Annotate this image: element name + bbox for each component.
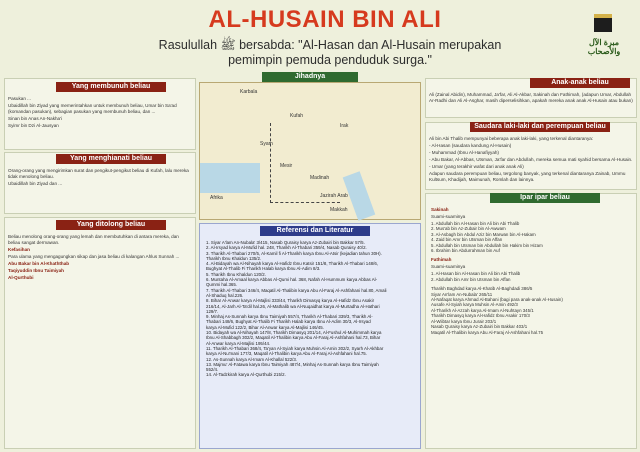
fathimah-sub: Suami-suaminya bbox=[431, 264, 466, 270]
reference-item: 14. Al-Tadzkirah karya Al-Qurthubi 215/2. bbox=[206, 372, 286, 378]
reference-item: Thabari 148/6, Bughyat Al-Thalib Fi Tharikh Halab karya Ibnu Al-Adim 30/3, Al-Irsyad bbox=[206, 319, 371, 325]
reference-item: 6. Muntaha Al-Amaal karya Abbas Al-Qumi hal. 368, Nafah Al-Hummum karya Abbas Al- bbox=[206, 277, 378, 283]
reference-item: 5. Tharikh Ibnu Khaldun 120/2. bbox=[206, 271, 266, 277]
logo-text: مبرة الآل والأصحاب bbox=[587, 38, 621, 56]
note-label: Kefasihan bbox=[8, 247, 30, 252]
reference-item: Qummi hal.365. bbox=[206, 282, 237, 288]
reference-item: 552/4. bbox=[206, 367, 219, 373]
spouse-item: 2. Abdullah bin Amr bin Utsman bin Affan bbox=[431, 276, 511, 282]
kaaba-icon bbox=[594, 14, 612, 32]
reference-item: 216/14, Al-Jarh Al-Ta'dil hal.26, Al-Mathalib wa Al-Nuqaidhat karya Al-Murtadha Al-Hathari bbox=[206, 303, 380, 309]
reference-item: 9. Minhaj As-Sunnah karya Ibnu Taimiyah 557/4, Tharikh Al-Thabari 339/3, Tharikh Al- bbox=[206, 314, 373, 320]
killers-header: Yang membunuh beliau bbox=[56, 82, 166, 92]
reference-item: 4. Al-Bidayah wa Al-Nihayah karya Al-Hafidz Ibnu Katsir 151/8, Tharikh Al-Thabari 148/6, bbox=[206, 261, 378, 267]
helped-text: Beliau menolong orang-orang yang lemah dan membutuhkan di antara mereka, dan beliau sangat dermawan. bbox=[8, 234, 179, 245]
map-label-karbala: Karbala bbox=[240, 89, 258, 95]
in-laws-ref-item: Ausafe Al-Syiah karya Muhsin Al-Amin 492/3 bbox=[431, 302, 518, 308]
sibling-item: - Muhammad (Ibnu Al-Hanafiyyah) bbox=[429, 150, 499, 155]
reference-item: karya Al-Nu'mani 177/3, Maqatil Al-Thalibin karya Abu Al-Faraj Al-Ashfahani hal.75. bbox=[206, 351, 367, 357]
reference-item: Ibnu Al-Shabbagh 302/2, Maqatil Al-Thalibin karya Abu Al-Faraj Al-Ashfahani hal.73, Bihar bbox=[206, 335, 381, 341]
siblings-text: Ali bin Abi Thalib mempunyai beberapa anak laki-laki, yang terkenal diantaranya: bbox=[429, 136, 594, 141]
map-header: Jihadnya bbox=[262, 72, 358, 82]
fathimah-label: Fathimah bbox=[431, 257, 452, 263]
in-laws-ref-item: Siyar An'lam An-Nubala' 265/11 bbox=[431, 291, 493, 297]
map-label-irak: Irak bbox=[340, 123, 349, 129]
map-label-syam: Syam bbox=[260, 141, 273, 147]
betrayers-header: Yang menghianati beliau bbox=[56, 154, 166, 164]
in-laws-ref-item: Tharikh Dimasyq karya Al-Hafidz Ibnu Asakir 170/3 bbox=[431, 313, 530, 319]
in-laws-ref-item: Al-Nafaqat karya Ahmad Al-Bahani (bagi para anak-anak Al-Husain) bbox=[431, 297, 563, 303]
map-label-madinah: Madinah bbox=[310, 175, 330, 181]
in-laws-ref-item: Maqatil Al-Thalibin karya Abu Al-Faraj Al-Ashfahani hal.75 bbox=[431, 329, 544, 335]
map-label-afrika: Afrika bbox=[210, 195, 223, 201]
sakinah-box bbox=[431, 207, 631, 335]
references-list bbox=[206, 240, 418, 378]
spouse-item: 1. Abdullah bin Al-Hasan bin Ali bin Abi Thalib bbox=[431, 221, 520, 226]
helped-header: Yang ditolong beliau bbox=[56, 220, 166, 230]
reference-item: 13. Majmu' Al-Fatawa karya Ibnu Taimiyah 487/4, Minhaj As-Sunnah karya Ibnu Taimiyah bbox=[206, 361, 379, 367]
scholar-label-3: Al-Qurthubi bbox=[8, 275, 34, 280]
hadith-line-1: Rasulullah ﷺ bersabda: "Al-Hasan dan Al-Husain merupakan bbox=[158, 38, 502, 52]
in-laws-ref-item: Nasab Quraisy karya Az-Zubairi bin Bakkar 403/1 bbox=[431, 324, 528, 330]
reference-item: 11. Tharikh Al-Thabari 368/4, Ta'yan Al-Syiah karya Muhsin Al-Amin 302/2, Syarh Al-Akhbar bbox=[206, 345, 384, 351]
reference-item: Tharikh Ibnu Khaldun 135/2. bbox=[206, 255, 262, 261]
reference-item: Al-Anwar karya Al-Majlisi 195/44. bbox=[206, 340, 271, 346]
map bbox=[199, 82, 421, 220]
in-laws-ref-item: Tharikh Baghdad karya Al-Khatib Al-Baghdadi 386/5 bbox=[431, 286, 533, 292]
hadith-quote bbox=[110, 38, 550, 68]
children-text: Ali (Zainal Abidin), Muhammad, Ja'far, Ali Al-Akbar, Sakinah dan Fathimah, (adapun Umar, Abdullah Ar-Radhi dan Ali Al-Asghar, masih diperselisihkan, apakah mereka anak anak Al-Husain atau bukan) bbox=[429, 92, 633, 103]
sakinah-list bbox=[431, 221, 631, 253]
helped-body bbox=[8, 234, 192, 282]
scholar-label-2: Taqiyuddin Ibnu Taimiyah bbox=[8, 268, 64, 273]
spouse-item: 6. Ibrahim bin Abdurrahman bin Auf bbox=[431, 248, 500, 254]
map-label-jazirah: Jazirah Arab bbox=[320, 193, 348, 199]
references-header: Referensi dan Literatur bbox=[260, 226, 370, 236]
betrayers-text-2: Ubaidillah bin Ziyad dan ... bbox=[8, 181, 63, 186]
siblings-body bbox=[429, 136, 633, 184]
killers-text-2: Ubaidillah bin Ziyad yang memerintahkan untuk membunuh beliau, Umar bin Sa'ad (komandan pasukan), sebagian pasukan yang membunuh beliau, dan ... bbox=[8, 103, 177, 114]
reference-item: 1. Siyar A'lam An-Nubala' 3/415, Nasab Quraisy karya Az-Zubairi bin Bakkar 57/5. bbox=[206, 240, 365, 245]
in-laws-ref-item: Al-Tharikh Al-Azzah karya Al-Imam Al-Nuhtayn 345/1 bbox=[431, 307, 534, 313]
spouse-item: 2. Mus'ab bin Az-Zubair bin Al-Awwam bbox=[431, 226, 506, 232]
reference-item: 129/7. bbox=[206, 308, 219, 314]
reference-item: 2. Al-Irsyad karya Al-Mufid hal. 248, Tharikh Al-Thabari 359/4, Nasab Quraisy 40/2. bbox=[206, 245, 367, 251]
sibling-item: - Al-Hasan (saudara kandung Al-Husain) bbox=[429, 143, 512, 148]
sakinah-label: Sakinah bbox=[431, 207, 449, 212]
map-label-mesir: Mesir bbox=[280, 163, 293, 169]
killers-text-1: Pasukan ... bbox=[8, 96, 31, 101]
sibling-item: - Umar (yang terakhir wafat dari anak anak Ali) bbox=[429, 164, 524, 169]
spouse-item: 5. Abdullah bin Utsman bin Abdullah bin Hakim bin Hizam bbox=[431, 242, 543, 248]
spouse-item: 4. Zaid bin Amr bin Utsman bin Affan bbox=[431, 237, 503, 243]
betrayers-body bbox=[8, 168, 192, 188]
references-box bbox=[199, 223, 421, 449]
siblings-text-2: Adapun saudara perempuan beliau, tergolong banyak, yang terkenal diantaranya Zainab, Ummu Kultsum, Khadijah, Maimunah, Romlah dan lainnya. bbox=[429, 171, 626, 182]
map-label-kufah: Kufah bbox=[290, 113, 304, 119]
reference-item: karya Al-Mufid 122/2, Bihar Al-Anwar karya Al-Majlisi 146/45. bbox=[206, 324, 324, 330]
reference-item: 12. As-Sunnah karya Al-Imam Al-Khallal 522/3. bbox=[206, 356, 298, 362]
logo bbox=[574, 14, 634, 58]
reference-item: 3. Tharikh Al-Thabari 270/5, Al-Kamil fi Al-Tharikh karya Ibnu Al-Atsir (kejadian tahun 30H). bbox=[206, 250, 382, 256]
children-header: Anak-anak beliau bbox=[530, 78, 630, 88]
hadith-line-2: pemimpin pemuda penduduk surga." bbox=[228, 53, 432, 67]
mediterranean-sea bbox=[200, 163, 260, 193]
killers-text-3: Sinan bin Anas An-Nakha'i bbox=[8, 116, 62, 121]
sibling-item: - Abu Bakar, Al-Abbas, Utsman, Ja'far dan Abdullah, mereka semua mati syahid bersama Al-Husain. bbox=[429, 157, 633, 162]
reference-item: Bughyat Al-Thalib Fi Tharikh Halab karya Ibnu Al-Adim 8/3. bbox=[206, 266, 321, 272]
in-laws-references bbox=[431, 286, 631, 335]
scholar-label-1: Abu Bakar bin Al-Khaththab bbox=[8, 261, 70, 266]
sakinah-sub: Suami-suaminya bbox=[431, 214, 466, 219]
killers-body bbox=[8, 96, 192, 130]
reference-item: Al-Shaduq hal.226. bbox=[206, 292, 244, 298]
reference-item: 10. Bidayah wa Al-Nihayah 147/8, Tharikh Dimasyq 201/14, Al-Fushul Al-Muhimmah karya bbox=[206, 330, 382, 336]
in-laws-header: Ipar ipar beliau bbox=[490, 193, 600, 203]
note-text: Para ulama yang mengagungkan sikap dan jasa beliau di kalangan Ahlus Sunnah ... bbox=[8, 254, 180, 259]
spouse-item: 3. Al-Asbagh bin Abdul Aziz bin Marwan bin Al-Hakam bbox=[431, 231, 536, 237]
siblings-header: Saudara laki-laki dan perempuan beliau bbox=[470, 122, 610, 132]
spouse-item: 1. Al-Hasan bin Al-Hasan bin Ali bin Abi Thalib bbox=[431, 271, 521, 277]
page-title: AL-HUSAIN BIN ALI bbox=[208, 6, 442, 33]
betrayers-text-1: Orang-orang yang mengirimkan surat dan pengikut-pengikut beliau di Kufah, lalu mereka tidak menolong beliau. bbox=[8, 168, 189, 179]
reference-item: 7. Tharikh Al-Thabari 346/4, Maqatil Al-Thalibin karya Abu Al-Faraj Al-Ashfahani hal.80, Amali bbox=[206, 287, 387, 293]
killers-text-4: Syimr bin Dzi Al-Jausyan bbox=[8, 123, 59, 128]
map-label-makkah: Makkah bbox=[330, 207, 348, 213]
reference-item: 8. Bihar Al-Anwar karya Al-Majlisi 333/44, Tharikh Dimasyq karya Al-Hafidz Ibnu Asakir bbox=[206, 298, 375, 304]
in-laws-ref-item: Al-Wiibtar karya Ibnu Jurair 203/1 bbox=[431, 318, 497, 324]
fathimah-list bbox=[431, 271, 631, 282]
